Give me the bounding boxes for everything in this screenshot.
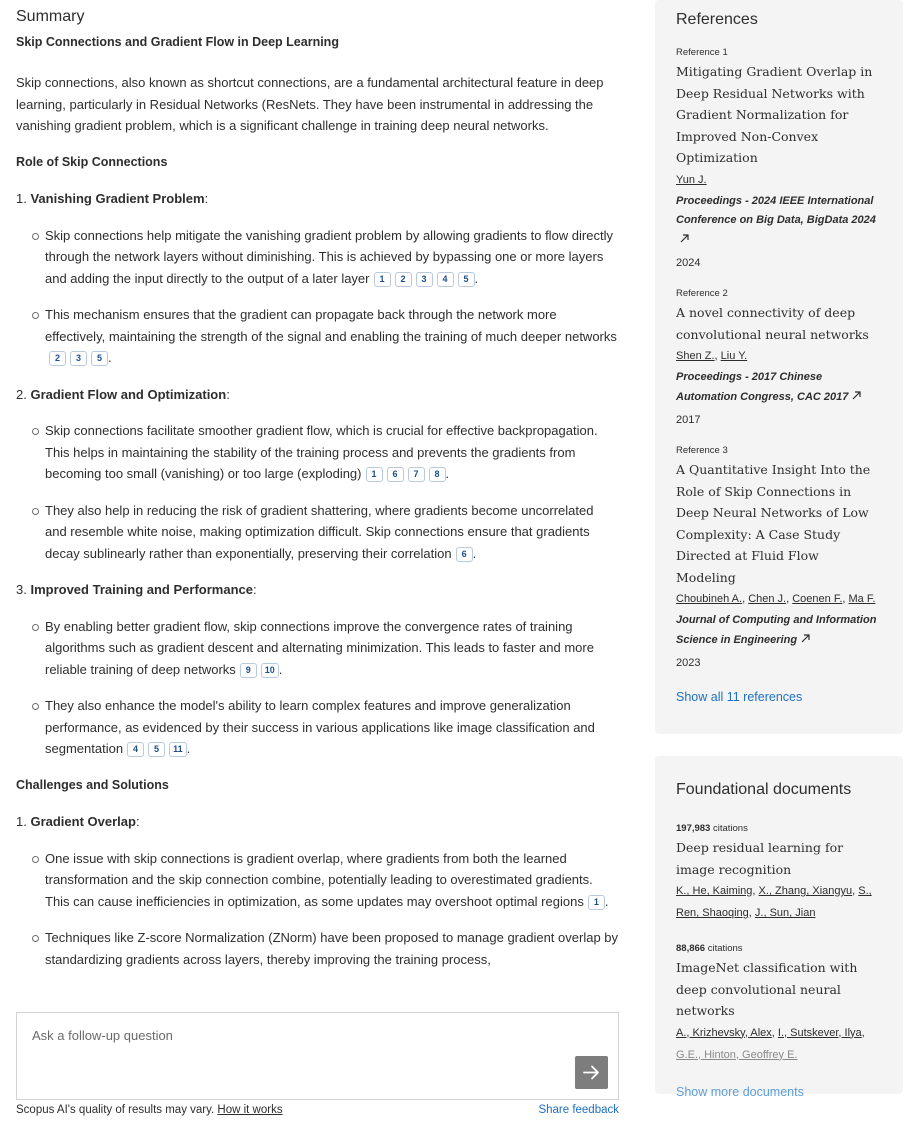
citation-chip[interactable]: 1: [366, 467, 383, 482]
bullet-item: Skip connections help mitigate the vanishing gradient problem by allowing gradients to flow directly through the network layers without diminishing. This is achieved by bypassing one or more layers and adding the input directly to the output of a later layer 1 2 3 4 5 .: [16, 225, 618, 290]
citation-chip[interactable]: 8: [429, 467, 446, 482]
author-list: Choubineh A., Chen J., Coenen F., Ma F.: [676, 593, 876, 605]
bullet-item: They also enhance the model's ability to learn complex features and improve generalization performance, as evidenced by their success in various applications like image classification and segmentation 4 5 11 .: [16, 695, 618, 760]
arrow-right-icon: [582, 1063, 601, 1082]
references-panel: [655, 0, 903, 734]
numbered-item: 1. Gradient Overlap:: [16, 814, 140, 829]
author-link[interactable]: Ma F.: [848, 593, 876, 605]
external-link-icon[interactable]: [851, 390, 862, 401]
author-link[interactable]: X., Zhang, Xiangyu: [758, 885, 853, 897]
citation-chip[interactable]: 4: [127, 742, 144, 757]
share-feedback-link[interactable]: Share feedback: [538, 1104, 619, 1116]
references-title: References: [676, 11, 758, 28]
citation-chip[interactable]: 3: [70, 351, 87, 366]
reference-title[interactable]: A Quantitative Insight Into the Role of Skip Connections in Deep Neural Networks of Low Complexity: A Case Study Directed at Fluid Flow Modeling: [676, 462, 871, 585]
citation-chip[interactable]: 5: [91, 351, 108, 366]
challenges-heading: Challenges and Solutions: [16, 777, 169, 792]
citation-chip[interactable]: 6: [456, 547, 473, 562]
citation-count: 88,866 citations: [676, 943, 743, 954]
external-link-icon[interactable]: [679, 233, 690, 244]
summary-intro: Skip connections, also known as shortcut connections, are a fundamental architectural feature in deep learning, particularly in Residual Networks (ResNets. They have been instrumental in addressing the vanishing gradient problem, which is a significant challenge in training deep neural networks.: [16, 75, 604, 133]
followup-input[interactable]: [16, 1012, 619, 1100]
reference-item: [676, 444, 882, 671]
reference-item: [676, 46, 882, 271]
author-link[interactable]: Shen Z.: [676, 350, 715, 362]
author-list: A., Krizhevsky, Alex, I., Sutskever, Ilya, G.E., Hinton, Geoffrey E.: [676, 1026, 865, 1061]
author-link[interactable]: G.E., Hinton, Geoffrey E.: [676, 1048, 798, 1061]
citation-chip[interactable]: 1: [374, 272, 391, 287]
foundational-title: Foundational documents: [676, 781, 852, 798]
bottom-line: [16, 1104, 619, 1116]
author-list: K., He, Kaiming, X., Zhang, Xiangyu, S., Ren, Shaoqing, J., Sun, Jian: [676, 885, 872, 919]
reference-source[interactable]: Journal of Computing and Information Science in Engineering: [676, 614, 877, 646]
citation-chip[interactable]: 2: [395, 272, 412, 287]
bullet-item: By enabling better gradient flow, skip connections improve the convergence rates of training algorithms such as gradient descent and alternating minimization. This leads to faster and more reliable training of deep networks 9 10 .: [16, 616, 618, 681]
summary-section: [16, 0, 618, 1010]
foundational-item: [676, 942, 882, 1066]
summary-heading: Summary: [16, 8, 85, 25]
citation-chip[interactable]: 3: [416, 272, 433, 287]
reference-year: 2017: [676, 414, 701, 426]
author-link[interactable]: K., He, Kaiming: [676, 885, 753, 897]
author-link[interactable]: Yun J.: [676, 173, 707, 186]
show-all-references-link[interactable]: Show all 11 references: [676, 690, 803, 704]
role-heading: Role of Skip Connections: [16, 154, 168, 169]
citation-chip[interactable]: 2: [49, 351, 66, 366]
reference-source[interactable]: Proceedings - 2024 IEEE International Conference on Big Data, BigData 2024: [676, 192, 882, 251]
reference-item: [676, 287, 882, 428]
author-link[interactable]: Liu Y.: [720, 350, 748, 362]
foundational-list: [676, 822, 882, 1066]
citation-chip[interactable]: 1: [588, 895, 605, 910]
external-link-icon[interactable]: [800, 633, 811, 644]
foundational-item: [676, 822, 882, 924]
reference-source[interactable]: Proceedings - 2017 Chinese Automation Congress, CAC 2017: [676, 368, 882, 407]
reference-year: 2024: [676, 257, 701, 269]
show-more-documents-link[interactable]: Show more documents: [676, 1084, 804, 1099]
citation-chip[interactable]: 11: [169, 742, 187, 757]
summary-title: Skip Connections and Gradient Flow in Deep Learning: [16, 35, 339, 49]
numbered-item: 2. Gradient Flow and Optimization:: [16, 386, 230, 402]
bullet-item: Techniques like Z-score Normalization (ZNorm) have been proposed to manage gradient overlap by standardizing gradients across layers, thereby improving the training process,: [16, 927, 618, 970]
reference-label: Reference 1: [676, 47, 728, 58]
citation-chip[interactable]: 4: [437, 272, 454, 287]
citation-chip[interactable]: 10: [261, 663, 279, 678]
bullet-item: They also help in reducing the risk of gradient shattering, where gradients become uncorrelated and resemble white noise, making optimization difficult. Skip connections ensure that gradients decay sublinearly rather than exponentially, preserving their correlation 6 .: [16, 500, 618, 565]
reference-year: 2023: [676, 657, 701, 669]
author-link[interactable]: J., Sun, Jian: [754, 907, 816, 919]
reference-title[interactable]: Mitigating Gradient Overlap in Deep Residual Networks with Gradient Normalization for Improved Non-Convex Optimization: [676, 64, 873, 165]
numbered-item: 3. Improved Training and Performance:: [16, 582, 257, 597]
citation-chip[interactable]: 6: [387, 467, 404, 482]
document-title[interactable]: ImageNet classification with deep convolutional neural networks: [676, 960, 858, 1018]
bullet-item: This mechanism ensures that the gradient can propagate back through the network more effectively, maintaining the strength of the signal and enabling the training of much deeper networks2 3 5 .: [16, 304, 618, 369]
author-link[interactable]: I., Sutskever, Ilya: [777, 1026, 862, 1039]
citation-chip[interactable]: 9: [240, 663, 257, 678]
citation-chip[interactable]: 5: [458, 272, 475, 287]
bullet-item: Skip connections facilitate smoother gradient flow, which is crucial for effective backpropagation. This helps in maintaining the stability of the training process and prevents the gradients from becoming too small (vanishing) or too large (exploding) 1 6 7 8 .: [16, 420, 618, 485]
author-link[interactable]: S., Ren, Shaoqing: [676, 885, 872, 919]
author-link[interactable]: Coenen F.: [792, 593, 843, 605]
numbered-item: 1. Vanishing Gradient Problem:: [16, 191, 209, 206]
reference-title[interactable]: A novel connectivity of deep convolutional neural networks: [676, 305, 869, 342]
document-title[interactable]: Deep residual learning for image recognition: [676, 840, 844, 877]
author-link[interactable]: Chen J.: [748, 593, 787, 605]
reference-label: Reference 3: [676, 445, 728, 456]
send-button[interactable]: [575, 1056, 608, 1089]
citation-chip[interactable]: 7: [408, 467, 425, 482]
author-list: [676, 169, 882, 191]
reference-label: Reference 2: [676, 288, 728, 299]
author-link[interactable]: A., Krizhevsky, Alex: [676, 1026, 772, 1039]
citation-chip[interactable]: 5: [148, 742, 165, 757]
foundational-panel: [655, 756, 903, 1099]
references-list: [676, 46, 882, 671]
bullet-item: One issue with skip connections is gradient overlap, where gradients from both the learned transformation and the skip connection combine, potentially leading to overestimated gradients. This can cause inefficiencies in optimization, as some updates may overshoot optimal regions 1 .: [16, 848, 618, 913]
followup-placeholder: Ask a follow-up question: [32, 1028, 173, 1043]
citation-count: 197,983 citations: [676, 823, 748, 834]
author-list: Shen Z., Liu Y.: [676, 350, 748, 362]
how-it-works-link[interactable]: How it works: [217, 1104, 283, 1116]
author-link[interactable]: Choubineh A.: [676, 593, 743, 605]
disclaimer-text: Scopus AI's quality of results may vary.: [16, 1104, 215, 1116]
